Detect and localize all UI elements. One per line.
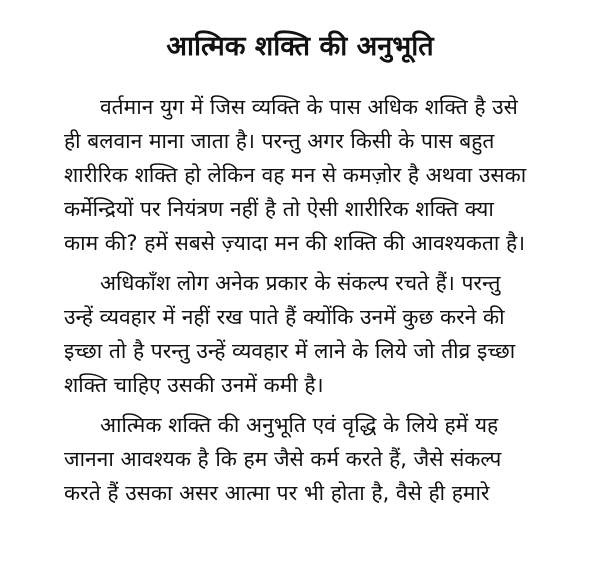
paragraph-1-line-2: ही बलवान माना जाता है। परन्तु अगर किसी के पास बहुत	[64, 129, 495, 153]
paragraph-2-line-2: उन्हें व्यवहार में नहीं रख पाते हैं क्योंकि उनमें कुछ करने की	[64, 305, 505, 329]
paragraph-1-line-4: कर्मेन्द्रियों पर नियंत्रण नहीं है तो ऐसी शारीरिक शक्ति क्या	[64, 197, 494, 221]
page-title: आत्मिक शक्ति की अनुभूति	[166, 31, 434, 62]
paragraph-1-line-3: शारीरिक शक्ति हो लेकिन वह मन से कमज़ोर है अथवा उसका	[64, 163, 527, 187]
paragraph-3-line-1: आत्मिक शक्ति की अनुभूति एवं वृद्धि के लिये हमें यह	[100, 413, 499, 437]
paragraph-1-line-5: काम की? हमें सबसे ज़्यादा मन की शक्ति की आवश्यकता है।	[64, 231, 526, 255]
paragraph-2-line-3: इच्छा तो है परन्तु उन्हें व्यवहार में लाने के लिये जो तीव्र इच्छा	[64, 339, 516, 363]
paragraph-2-line-1: अधिकाँश लोग अनेक प्रकार के संकल्प रचते हैं। परन्तु	[100, 271, 501, 295]
paragraph-1-line-1: वर्तमान युग में जिस व्यक्ति के पास अधिक शक्ति है उसे	[100, 95, 518, 119]
paragraph-3-line-2: जानना आवश्यक है कि हम जैसे कर्म करते हैं, जैसे संकल्प	[64, 447, 502, 471]
paragraph-3-line-3: करते हैं उसका असर आत्मा पर भी होता है, वैसे ही हमारे	[64, 481, 490, 505]
paragraph-2-line-4: शक्ति चाहिए उसकी उनमें कमी है।	[64, 373, 324, 397]
